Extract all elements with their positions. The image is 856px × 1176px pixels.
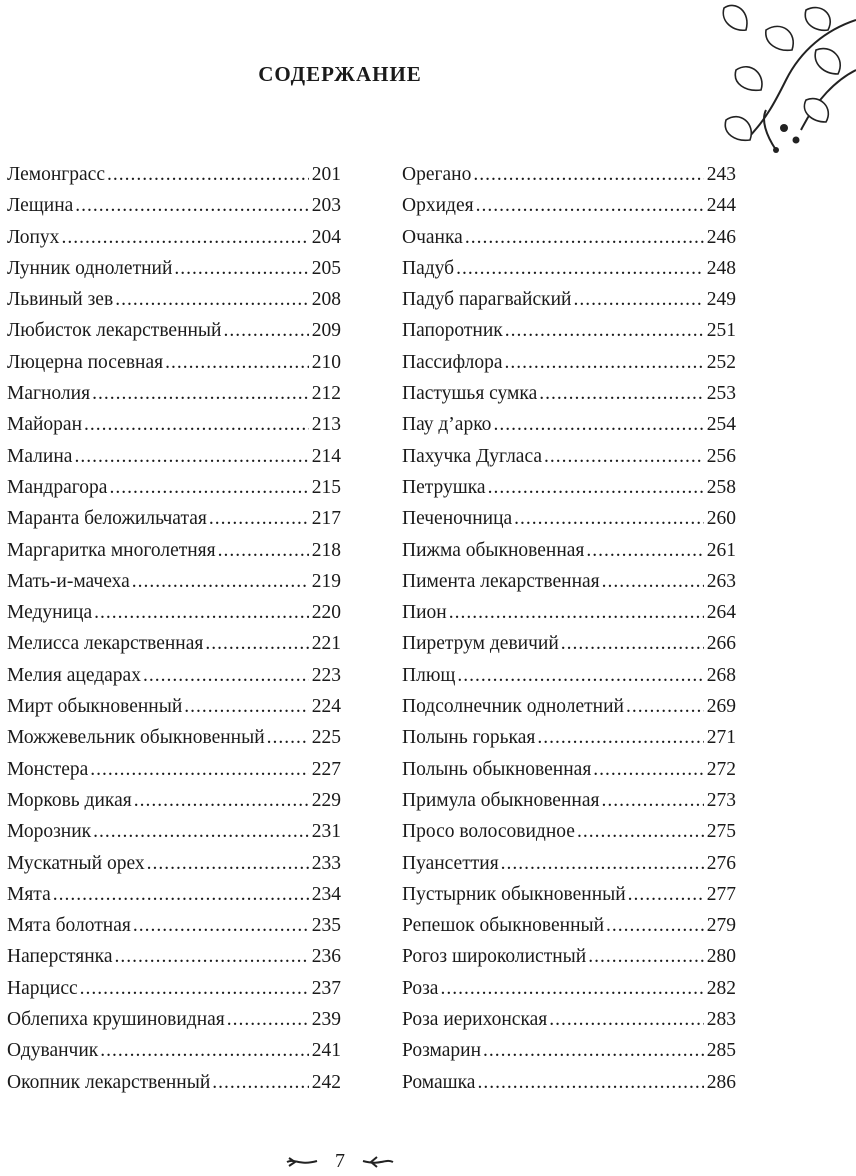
- entry-name: Падуб: [402, 257, 455, 279]
- dot-leader: [93, 816, 309, 847]
- entry-page: 251: [706, 320, 736, 342]
- toc-entry: [7, 222, 341, 253]
- dot-leader: [209, 503, 309, 534]
- entry-name: Примула обыкновенная: [402, 789, 600, 811]
- entry-name: Мята: [7, 883, 51, 905]
- entry-name: Мята болотная: [7, 915, 131, 937]
- dot-leader: [514, 503, 704, 534]
- entry-name: Мускатный орех: [7, 852, 145, 874]
- toc-entry: [402, 159, 736, 190]
- dot-leader: [465, 222, 704, 253]
- entry-name: Наперстянка: [7, 946, 113, 968]
- entry-name: Малина: [7, 445, 73, 467]
- entry-page: 204: [311, 226, 341, 248]
- dot-leader: [184, 691, 308, 722]
- entry-name: Пион: [402, 602, 447, 624]
- entry-page: 210: [311, 351, 341, 373]
- dot-leader: [449, 597, 704, 628]
- page-footer: [280, 1150, 400, 1173]
- dot-leader: [134, 785, 309, 816]
- toc-left-column: [7, 159, 341, 1098]
- toc-entry: [7, 378, 341, 409]
- entry-page: 249: [706, 289, 736, 311]
- entry-page: 263: [706, 570, 736, 592]
- entry-name: Пуансеттия: [402, 852, 499, 874]
- entry-name: Репешок обыкновенный: [402, 915, 605, 937]
- entry-name: Одуванчик: [7, 1040, 99, 1062]
- entry-name: Пау д’арко: [402, 414, 492, 436]
- entry-name: Майоран: [7, 414, 83, 436]
- dot-leader: [218, 535, 309, 566]
- toc-entry: [402, 284, 736, 315]
- dot-leader: [132, 566, 309, 597]
- entry-page: 260: [706, 508, 736, 530]
- dot-leader: [476, 190, 704, 221]
- entry-name: Пустырник обыкновенный: [402, 883, 626, 905]
- toc-entry: [402, 441, 736, 472]
- entry-page: 261: [706, 539, 736, 561]
- toc-entry: [7, 159, 341, 190]
- entry-page: 208: [311, 289, 341, 311]
- entry-page: 241: [311, 1040, 341, 1062]
- dot-leader: [483, 1035, 704, 1066]
- toc-entry: [402, 409, 736, 440]
- entry-page: 219: [311, 570, 341, 592]
- toc-right-column: [402, 159, 736, 1098]
- entry-name: Орхидея: [402, 195, 474, 217]
- toc-entry: [7, 1067, 341, 1098]
- entry-page: 225: [311, 727, 341, 749]
- toc-entry: [402, 566, 736, 597]
- dot-leader: [223, 315, 308, 346]
- dot-leader: [147, 848, 309, 879]
- toc-entry: [7, 1004, 341, 1035]
- entry-name: Окопник лекарственный: [7, 1071, 211, 1093]
- entry-page: 236: [311, 946, 341, 968]
- entry-name: Очанка: [402, 226, 463, 248]
- dot-leader: [539, 378, 704, 409]
- dot-leader: [601, 785, 703, 816]
- toc-entry: [402, 315, 736, 346]
- dot-leader: [477, 1067, 703, 1098]
- entry-name: Любисток лекарственный: [7, 320, 222, 342]
- entry-name: Лемонграсс: [7, 164, 105, 185]
- page-number: 7: [335, 1150, 345, 1172]
- entry-name: Печеночница: [402, 508, 513, 530]
- entry-name: Можжевельник обыкновенный: [7, 727, 265, 749]
- dot-leader: [205, 628, 308, 659]
- entry-name: Орегано: [402, 164, 472, 185]
- dot-leader: [80, 973, 309, 1004]
- entry-page: 282: [706, 977, 736, 999]
- entry-page: 221: [311, 633, 341, 655]
- dot-leader: [457, 660, 703, 691]
- entry-page: 277: [706, 883, 736, 905]
- toc-entry: [7, 785, 341, 816]
- toc-entry: [7, 409, 341, 440]
- entry-page: 285: [706, 1040, 736, 1062]
- toc-entry: [7, 879, 341, 910]
- entry-page: 227: [311, 758, 341, 780]
- entry-page: 214: [311, 445, 341, 467]
- entry-name: Плющ: [402, 664, 456, 686]
- toc-entry: [402, 253, 736, 284]
- toc-entry: [7, 848, 341, 879]
- entry-name: Лунник однолетний: [7, 257, 173, 279]
- entry-name: Мелисса лекарственная: [7, 633, 204, 655]
- entry-page: 203: [311, 195, 341, 217]
- dot-leader: [593, 754, 703, 785]
- entry-page: 205: [311, 257, 341, 279]
- entry-name: Мирт обыкновенный: [7, 696, 183, 718]
- entry-page: 283: [706, 1009, 736, 1031]
- dot-leader: [84, 409, 309, 440]
- entry-page: 264: [706, 602, 736, 624]
- toc-entry: [7, 190, 341, 221]
- toc-entry: [402, 754, 736, 785]
- toc-entry: [402, 190, 736, 221]
- entry-name: Ромашка: [402, 1071, 476, 1093]
- toc-entry: [402, 816, 736, 847]
- entry-page: 272: [706, 758, 736, 780]
- toc-entry: [402, 503, 736, 534]
- toc-entry: [402, 691, 736, 722]
- entry-page: 244: [706, 195, 736, 217]
- dot-leader: [109, 472, 308, 503]
- entry-name: Лопух: [7, 226, 60, 248]
- toc-entry: [7, 597, 341, 628]
- dot-leader: [505, 347, 704, 378]
- toc-entry: [402, 1067, 736, 1098]
- dot-leader: [212, 1067, 308, 1098]
- dot-leader: [537, 722, 703, 753]
- entry-name: Медуница: [7, 602, 93, 624]
- entry-name: Розмарин: [402, 1040, 482, 1062]
- entry-page: 235: [311, 915, 341, 937]
- dot-leader: [573, 284, 703, 315]
- entry-page: 252: [706, 351, 736, 373]
- entry-page: 248: [706, 257, 736, 279]
- entry-name: Мандрагора: [7, 476, 108, 498]
- dot-leader: [626, 691, 704, 722]
- toc-entry: [7, 1035, 341, 1066]
- entry-name: Пахучка Дугласа: [402, 445, 543, 467]
- dot-leader: [53, 879, 309, 910]
- toc-entry: [7, 628, 341, 659]
- entry-name: Полынь горькая: [402, 727, 536, 749]
- dot-leader: [267, 722, 309, 753]
- toc-entry: [7, 347, 341, 378]
- toc-entry: [402, 848, 736, 879]
- entry-name: Петрушка: [402, 476, 486, 498]
- dot-leader: [549, 1004, 703, 1035]
- toc-entry: [7, 691, 341, 722]
- entry-name: Мать-и-мачеха: [7, 570, 130, 592]
- toc-entry: [7, 566, 341, 597]
- entry-page: 256: [706, 445, 736, 467]
- toc-entry: [7, 503, 341, 534]
- dot-leader: [61, 222, 308, 253]
- entry-name: Львиный зев: [7, 289, 114, 311]
- entry-page: 280: [706, 946, 736, 968]
- dot-leader: [94, 597, 309, 628]
- entry-page: 218: [311, 539, 341, 561]
- toc-entry: [7, 754, 341, 785]
- entry-page: 237: [311, 977, 341, 999]
- toc-entry: [402, 1035, 736, 1066]
- ornament-left-icon: [285, 1156, 319, 1168]
- entry-page: 243: [706, 164, 736, 185]
- dot-leader: [602, 566, 704, 597]
- toc-entry: [7, 910, 341, 941]
- toc-entry: [7, 472, 341, 503]
- entry-name: Магнолия: [7, 383, 91, 405]
- toc-entry: [402, 222, 736, 253]
- entry-page: 234: [311, 883, 341, 905]
- entry-page: 239: [311, 1009, 341, 1031]
- dot-leader: [90, 754, 308, 785]
- entry-name: Маранта беложильчатая: [7, 508, 207, 530]
- entry-page: 276: [706, 852, 736, 874]
- toc-entry: [7, 816, 341, 847]
- entry-page: 215: [311, 476, 341, 498]
- page-title: СОДЕРЖАНИЕ: [258, 62, 422, 86]
- toc-entry: [7, 660, 341, 691]
- toc-entry: [402, 628, 736, 659]
- entry-name: Пиретрум девичий: [402, 633, 559, 655]
- entry-page: 246: [706, 226, 736, 248]
- entry-name: Роза: [402, 977, 439, 999]
- toc-entry: [402, 910, 736, 941]
- dot-leader: [107, 159, 309, 190]
- entry-page: 201: [311, 164, 341, 185]
- entry-name: Рогоз широколистный: [402, 946, 587, 968]
- entry-name: Папоротник: [402, 320, 503, 342]
- entry-name: Пижма обыкновенная: [402, 539, 585, 561]
- dot-leader: [100, 1035, 308, 1066]
- dot-leader: [133, 910, 309, 941]
- entry-name: Облепиха крушиновидная: [7, 1009, 225, 1031]
- toc-entry: [402, 722, 736, 753]
- toc-entry: [7, 441, 341, 472]
- dot-leader: [456, 253, 704, 284]
- toc-entry: [7, 315, 341, 346]
- toc-entry: [402, 378, 736, 409]
- toc-entry: [402, 941, 736, 972]
- toc-entry: [7, 284, 341, 315]
- entry-page: 212: [311, 383, 341, 405]
- dot-leader: [544, 441, 704, 472]
- toc-entry: [402, 472, 736, 503]
- entry-name: Подсолнечник однолетний: [402, 696, 624, 718]
- entry-name: Люцерна посевная: [7, 351, 164, 373]
- toc-entry: [402, 785, 736, 816]
- entry-name: Падуб парагвайский: [402, 289, 572, 311]
- entry-page: 269: [706, 696, 736, 718]
- toc-entry: [402, 973, 736, 1004]
- dot-leader: [606, 910, 704, 941]
- dot-leader: [501, 848, 704, 879]
- entry-name: Монстера: [7, 758, 89, 780]
- entry-page: 229: [311, 789, 341, 811]
- entry-page: 224: [311, 696, 341, 718]
- entry-page: 275: [706, 821, 736, 843]
- dot-leader: [92, 378, 309, 409]
- entry-name: Пимента лекарственная: [402, 570, 600, 592]
- toc-entry: [402, 879, 736, 910]
- dot-leader: [628, 879, 704, 910]
- entry-page: 213: [311, 414, 341, 436]
- entry-name: Мелия ацедарах: [7, 664, 141, 686]
- dot-leader: [115, 284, 309, 315]
- dot-leader: [114, 941, 308, 972]
- entry-name: Полынь обыкновенная: [402, 758, 592, 780]
- entry-page: 231: [311, 821, 341, 843]
- dot-leader: [74, 441, 308, 472]
- ornament-right-icon: [361, 1156, 395, 1168]
- toc-entry: [7, 973, 341, 1004]
- toc-entry: [402, 347, 736, 378]
- dot-leader: [440, 973, 703, 1004]
- entry-page: 220: [311, 602, 341, 624]
- entry-page: 268: [706, 664, 736, 686]
- entry-name: Роза иерихонская: [402, 1009, 548, 1031]
- dot-leader: [577, 816, 704, 847]
- entry-page: 266: [706, 633, 736, 655]
- dot-leader: [174, 253, 308, 284]
- entry-page: 254: [706, 414, 736, 436]
- toc-entry: [402, 1004, 736, 1035]
- vine-illustration: [706, 0, 856, 160]
- entry-name: Маргаритка многолетняя: [7, 539, 216, 561]
- entry-page: 217: [311, 508, 341, 530]
- entry-page: 279: [706, 915, 736, 937]
- dot-leader: [165, 347, 309, 378]
- toc-entry: [402, 597, 736, 628]
- dot-leader: [561, 628, 704, 659]
- entry-page: 209: [311, 320, 341, 342]
- entry-name: Нарцисс: [7, 977, 78, 999]
- entry-page: 286: [706, 1071, 736, 1093]
- dot-leader: [227, 1004, 309, 1035]
- dot-leader: [488, 472, 704, 503]
- entry-name: Пассифлора: [402, 351, 503, 373]
- dot-leader: [473, 159, 703, 190]
- toc-entry: [7, 535, 341, 566]
- entry-page: 242: [311, 1071, 341, 1093]
- entry-name: Просо волосовидное: [402, 821, 575, 843]
- dot-leader: [143, 660, 309, 691]
- entry-name: Пастушья сумка: [402, 383, 538, 405]
- entry-page: 223: [311, 664, 341, 686]
- toc-entry: [7, 941, 341, 972]
- entry-page: 253: [706, 383, 736, 405]
- dot-leader: [75, 190, 308, 221]
- toc-entry: [7, 722, 341, 753]
- dot-leader: [493, 409, 703, 440]
- entry-page: 273: [706, 789, 736, 811]
- entry-name: Морозник: [7, 821, 92, 843]
- dot-leader: [505, 315, 704, 346]
- dot-leader: [586, 535, 703, 566]
- dot-leader: [588, 941, 704, 972]
- entry-name: Лещина: [7, 195, 74, 217]
- entry-page: 233: [311, 852, 341, 874]
- toc-entry: [402, 660, 736, 691]
- entry-page: 258: [706, 476, 736, 498]
- entry-name: Морковь дикая: [7, 789, 132, 811]
- toc-entry: [402, 535, 736, 566]
- toc-entry: [7, 253, 341, 284]
- entry-page: 271: [706, 727, 736, 749]
